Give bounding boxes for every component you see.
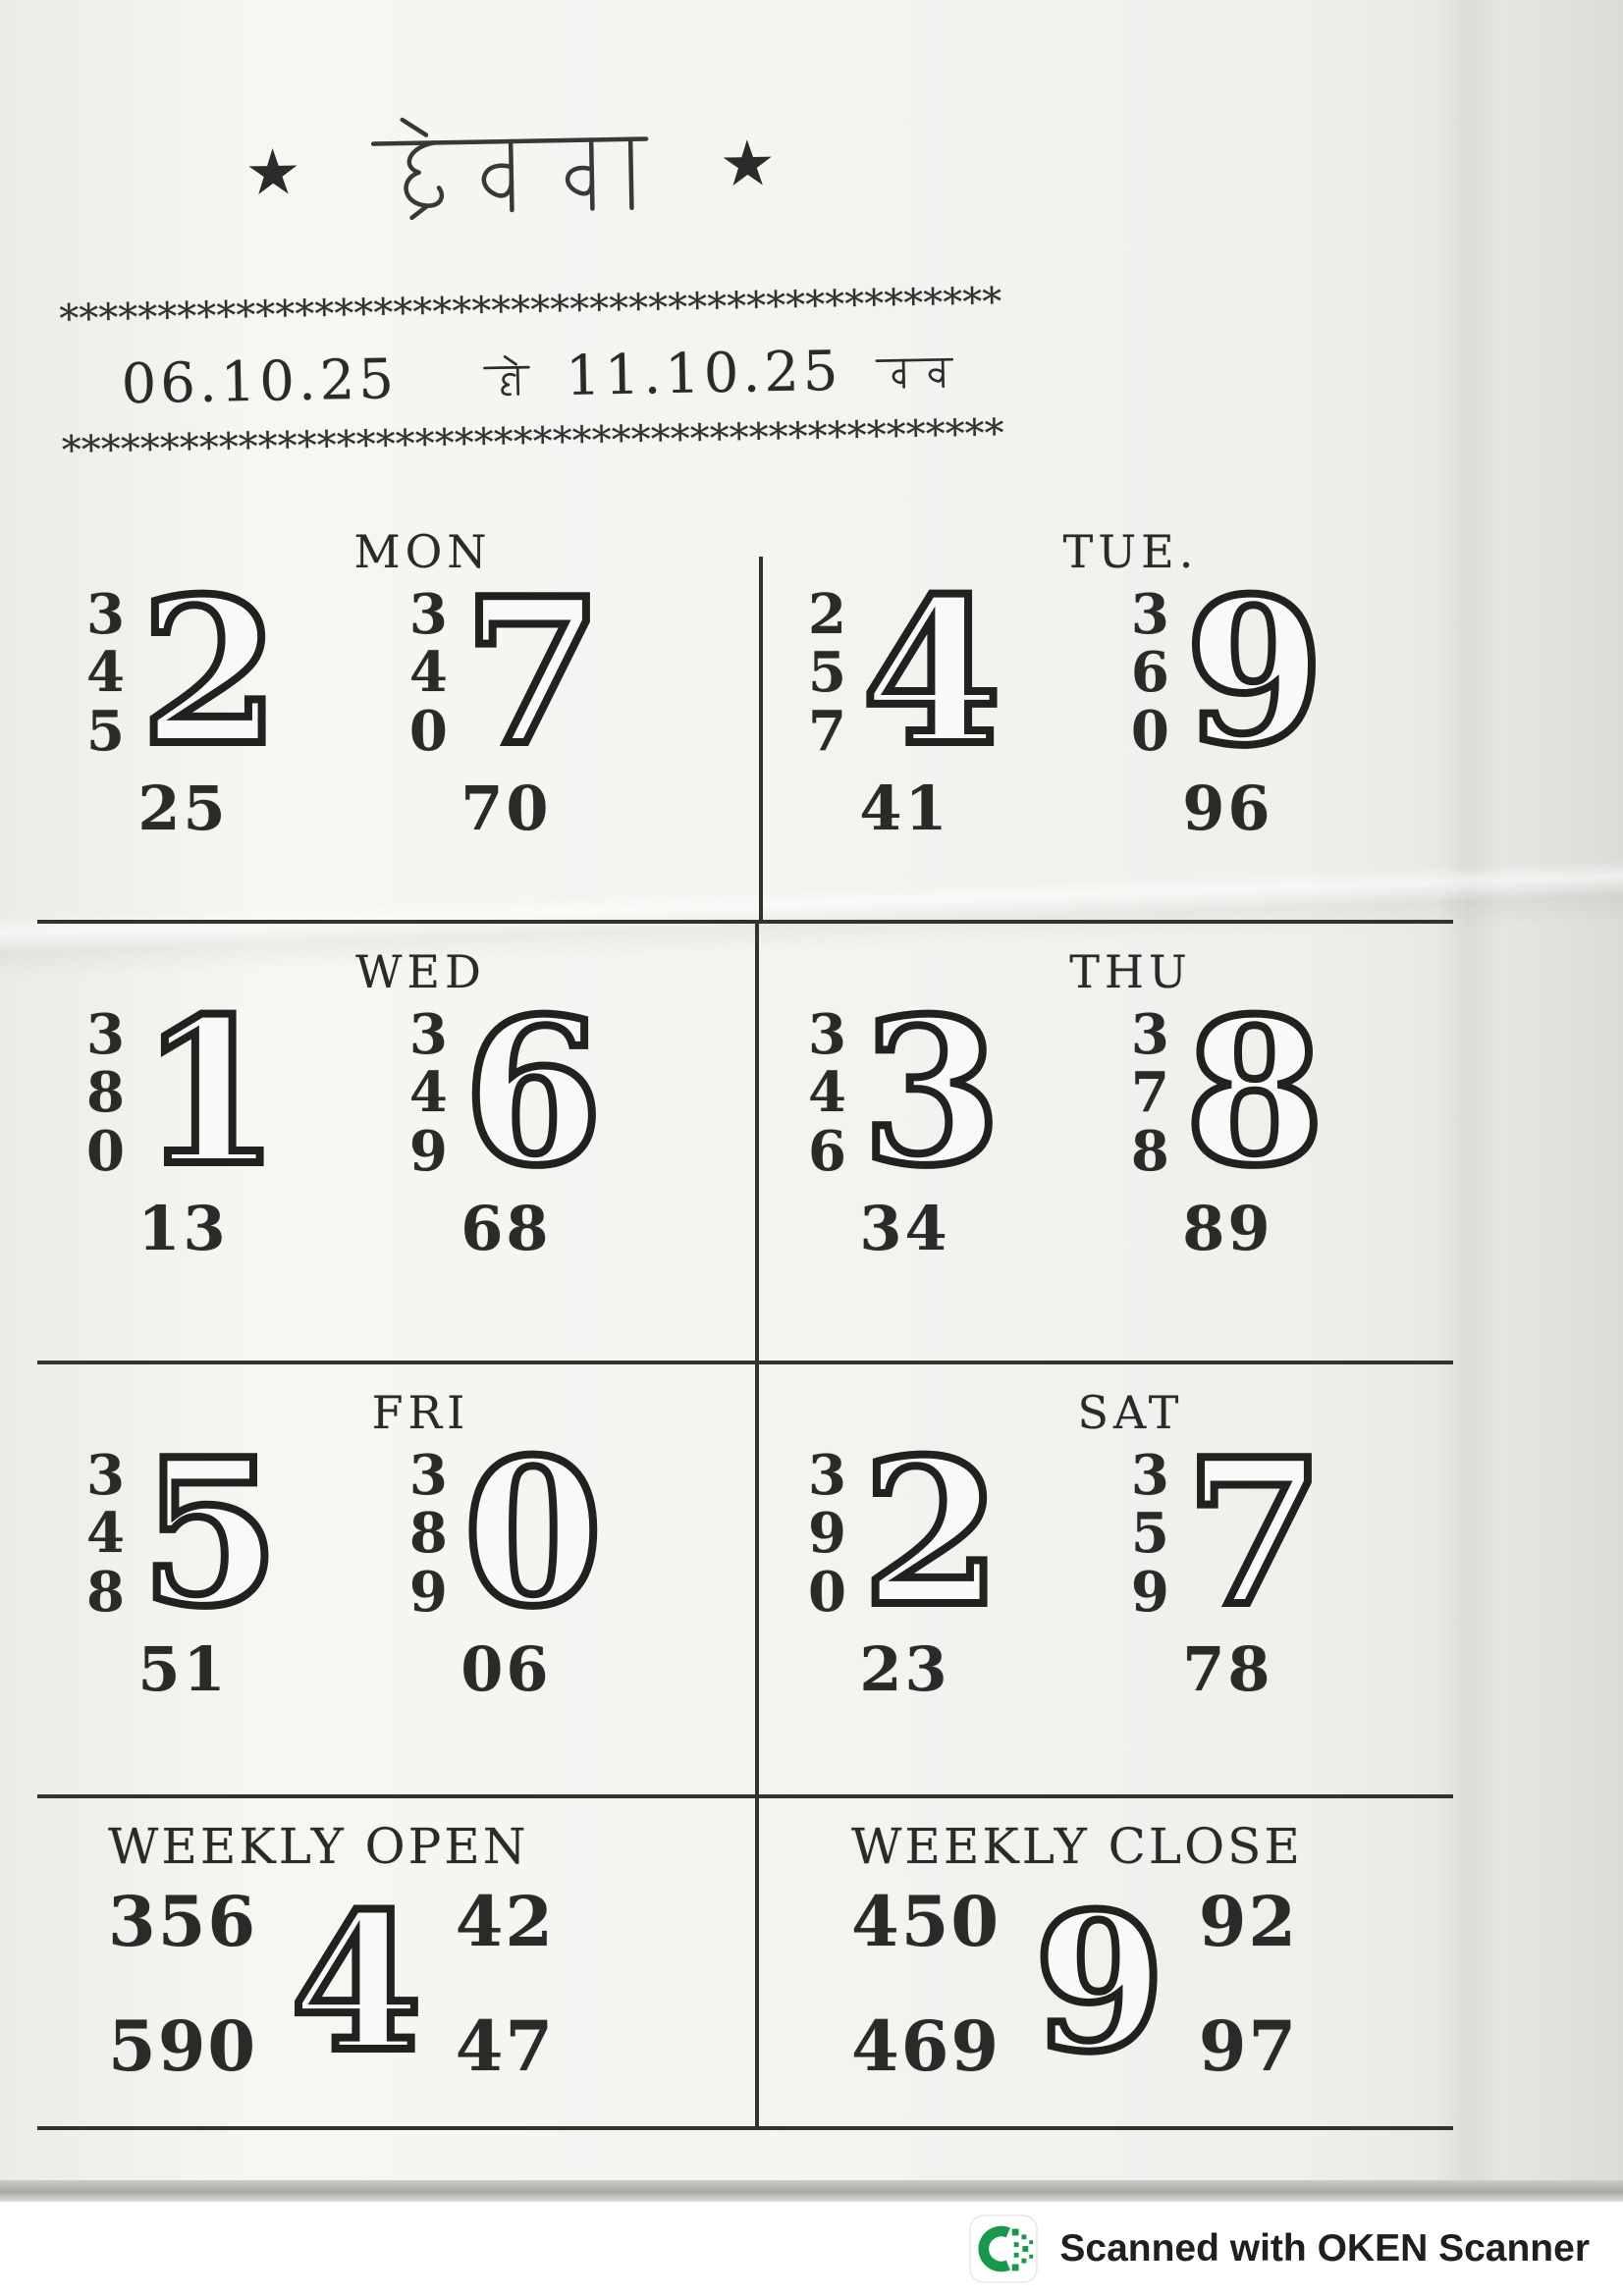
tak-hindi-word [875,341,954,399]
close-number-group [1130,1415,1325,1706]
otc-digit: 0 [808,1559,846,1625]
otc-digit-column [86,1443,125,1625]
otc-digit: 3 [808,1002,846,1067]
close-number-group [1130,975,1325,1265]
day-cell-thu [759,924,1453,1361]
otc-digit-column [408,1002,448,1184]
otc-digit-column [1130,582,1169,764]
otc-digit: 3 [808,1443,846,1508]
day-label: SAT [1077,1386,1184,1439]
weekly-open-cell [37,1798,759,2126]
otc-digit: 4 [408,640,448,706]
otc-digit-column [1130,1002,1169,1184]
scanner-footer [0,2202,1623,2296]
main-digit: 4 [861,555,1001,791]
otc-digit-column [808,582,846,764]
otc-digit: 0 [86,1118,125,1184]
weekly-panna: 450 [851,1881,1001,1962]
main-digit: 9 [1184,555,1325,791]
weekly-chart-table [37,504,1453,2130]
otc-digit: 9 [1130,1559,1169,1625]
otc-digit: 0 [408,698,448,764]
otc-digit-column [408,582,448,764]
weekly-jodi: 42 [455,1881,556,1962]
day-cell-mon [37,504,759,920]
otc-digit: 5 [86,698,125,764]
jodi-result: 23 [859,1633,950,1706]
jodi-result: 06 [460,1633,552,1706]
otc-digit: 3 [408,1002,448,1067]
open-number-group [86,555,280,845]
otc-digit: 8 [1130,1118,1169,1184]
otc-digit: 7 [1130,1060,1169,1126]
scanner-footer-text: Scanned with OKEN Scanner [1059,2227,1590,2269]
main-digit: 1 [139,975,280,1211]
jodi-result: 34 [859,1193,950,1265]
otc-digit: 9 [408,1118,448,1184]
close-number-group [408,1415,603,1706]
otc-digit: 6 [1130,640,1169,706]
date-to: 11.10.25 [565,339,843,408]
open-number-group [86,975,280,1265]
open-number-group [808,555,1001,845]
otc-digit: 2 [808,582,846,647]
date-from: 06.10.25 [121,347,399,416]
jodi-result: 70 [460,773,552,845]
otc-digit: 7 [808,698,846,764]
otc-digit: 3 [408,582,448,647]
close-number-group [1130,555,1325,845]
otc-digit-column [1130,1443,1169,1625]
weekly-panna-column [108,1881,257,2087]
day-label: MON [353,525,492,578]
day-label: TUE. [1062,525,1199,578]
weekly-close-title: WEEKLY CLOSE [851,1818,1303,1875]
otc-digit: 4 [408,1060,448,1126]
jodi-result: 41 [859,773,950,845]
weekly-jodi-column [1199,1881,1298,2087]
otc-digit-column [86,582,125,764]
close-number-group [408,975,603,1265]
otc-digit: 3 [86,582,125,647]
otc-digit-column [808,1002,846,1184]
close-number-group [408,555,603,845]
weekly-close-cell [759,1798,1453,2126]
table-row-weekly [37,1798,1453,2130]
weekly-panna: 356 [108,1881,258,1962]
otc-digit-column [808,1443,846,1625]
weekly-main-digit: 4 [291,1873,422,2095]
otc-digit: 3 [1130,582,1169,647]
otc-digit: 8 [408,1501,448,1567]
day-cell-wed [37,924,759,1361]
main-digit: 0 [462,1415,603,1652]
table-row-mon-tue [37,504,1453,924]
weekly-jodi: 97 [1198,2005,1299,2087]
otc-digit: 4 [86,1501,125,1567]
main-digit: 2 [139,555,280,791]
day-cell-fri [37,1364,759,1794]
star-icon-right: ★ [718,128,777,202]
se-hindi-word [481,348,532,406]
oken-scanner-logo-icon [969,2215,1038,2283]
paper-bottom-edge [0,2180,1623,2202]
jodi-result: 25 [137,773,229,845]
day-label: WED [355,945,486,998]
jodi-result: 96 [1182,773,1273,845]
weekly-panna: 469 [851,2005,1001,2087]
weekly-jodi-column [456,1881,555,2087]
jodi-result: 78 [1182,1633,1273,1706]
table-row-wed-thu [37,924,1453,1364]
title-devta-hindi-text [357,108,664,230]
open-number-group [86,1415,280,1706]
otc-digit: 5 [1130,1501,1169,1567]
main-digit: 6 [462,975,603,1211]
otc-digit: 6 [808,1118,846,1184]
otc-digit: 8 [86,1060,125,1126]
weekly-main-digit: 9 [1034,1873,1165,2095]
main-digit: 2 [861,1415,1001,1652]
weekly-jodi: 47 [455,2005,556,2087]
main-digit: 8 [1184,975,1325,1211]
open-number-group [808,1415,1001,1706]
otc-digit: 4 [86,640,125,706]
day-label: THU [1069,945,1192,998]
main-digit: 3 [861,975,1001,1211]
jodi-result: 51 [137,1633,229,1706]
otc-digit-column [86,1002,125,1184]
date-range-row [60,327,954,428]
day-cell-tue [759,504,1453,920]
otc-digit: 3 [86,1002,125,1067]
jodi-result: 89 [1182,1193,1273,1265]
weekly-open-title: WEEKLY OPEN [108,1818,529,1875]
main-digit: 7 [1184,1415,1325,1652]
asterisk-row-top: ************************************************ [58,279,1002,343]
main-digit: 7 [462,555,603,791]
otc-digit: 3 [408,1443,448,1508]
asterisk-row-bottom: ************************************************ [61,410,1005,474]
weekly-jodi: 92 [1198,1881,1299,1962]
weekly-panna-column [851,1881,1001,2087]
star-icon-left: ★ [243,135,302,210]
otc-digit: 9 [408,1559,448,1625]
date-banner [58,279,1005,475]
printed-header-block [0,0,1623,475]
main-digit: 5 [139,1415,280,1652]
day-label: FRI [371,1386,470,1439]
otc-digit: 0 [1130,698,1169,764]
day-cell-sat [759,1364,1453,1794]
open-number-group [808,975,1001,1265]
otc-digit: 8 [86,1559,125,1625]
otc-digit: 3 [86,1443,125,1508]
table-row-fri-sat [37,1364,1453,1798]
otc-digit: 4 [808,1060,846,1126]
otc-digit-column [408,1443,448,1625]
weekly-panna: 590 [108,2005,258,2087]
otc-digit: 3 [1130,1443,1169,1508]
title-row [27,0,993,251]
jodi-result: 68 [460,1193,552,1265]
otc-digit: 9 [808,1501,846,1567]
jodi-result: 13 [137,1193,229,1265]
otc-digit: 5 [808,640,846,706]
otc-digit: 3 [1130,1002,1169,1067]
